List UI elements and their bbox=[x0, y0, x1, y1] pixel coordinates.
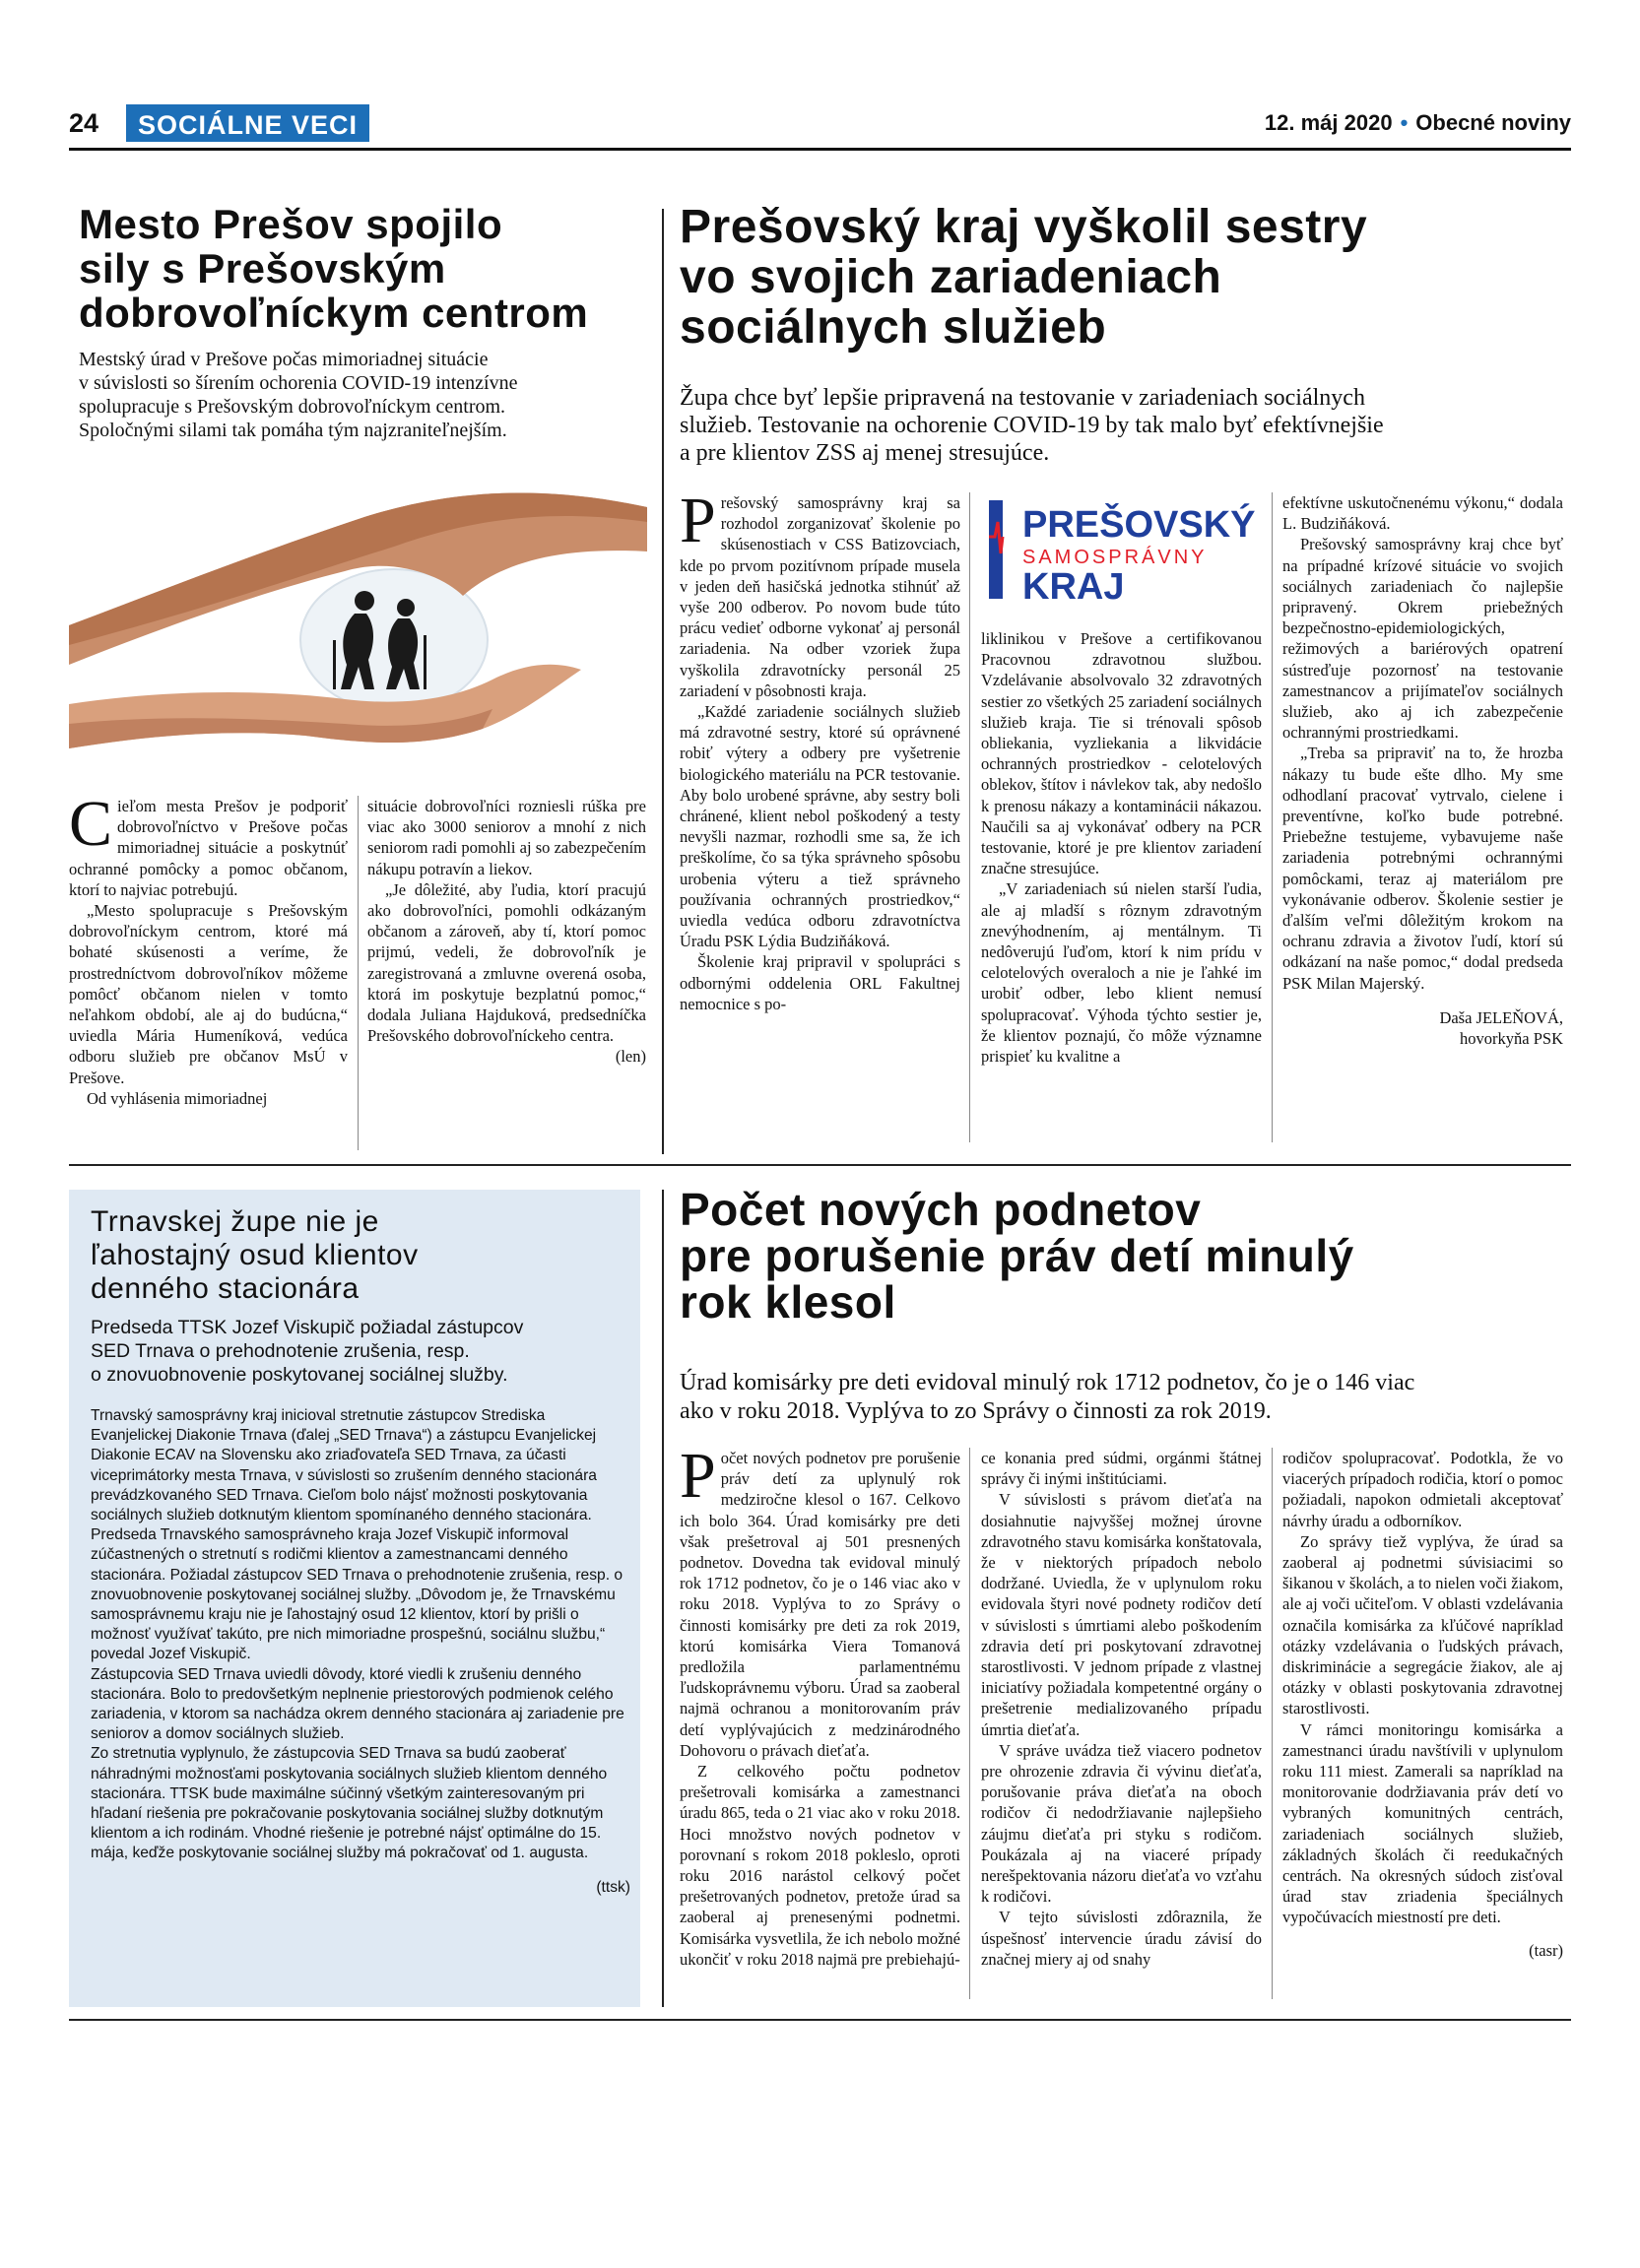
article-divider-top bbox=[662, 209, 664, 1154]
paragraph: ieľom mesta Prešov je podporiť dobrovoľníctvo v Prešove počas mimoriadnej situácie a poskytnúť ochranné pomôcky a pomoc občanom, ktorí to najviac potrebujú. bbox=[69, 797, 348, 899]
paragraph: „Mesto spolupracuje s Prešovským dobrovoľníckym centrom, ktoré má bohaté skúsenosti a veríme, že prostredníctvom dobrovoľníkov môžeme pomôcť občanom nielen v tomto neľahkom období, ale aj do budúcna,“ uviedla Mária Humeníková, vedúca odboru služieb pre občanov MsÚ v Prešove. bbox=[69, 901, 348, 1087]
article1-lead bbox=[79, 348, 650, 442]
paragraph: „Je dôležité, aby ľudia, ktorí pracujú ako dobrovoľníci, pomohli odkázaným občanom a zároveň, aby tí, ktorí pomoc prijmú, vedeli, že dobrovoľník je zaregistrovaná a zmluvne overená osoba, ktorá im poskytuje bezplatnú pomoc,“ dodala Juliana Hajduková, predsedníčka Prešovského dobrovoľníckeho centra. bbox=[367, 879, 646, 1046]
article4-lead-line: ako v roku 2018. Vyplýva to zo Správy o činnosti za rok 2019. bbox=[680, 1398, 1272, 1424]
paragraph: V rámci monitoringu komisárka a zamestnanci úradu navštívili v uplynulom roku 111 miest. Zamerali sa napríklad na monitorovanie dodržiavania práv detí vo vybraných komunitných centrách, zariadeniach sociálnych služieb, základných školách či reedukačných centrách. Na okresných súdoch zisťoval úrad stav zriadenia špeciálnych vypočúvacích miestností pre deti. bbox=[1282, 1719, 1563, 1927]
article2-signature-role: hovorkyňa PSK bbox=[1460, 1028, 1563, 1048]
article2-column-3 bbox=[1282, 492, 1563, 1049]
hands-protecting-seniors-photo bbox=[69, 478, 647, 778]
article3-title bbox=[91, 1205, 623, 1306]
paragraph: Školenie kraj pripravil v spolupráci s odbornými oddelenia ORL Fakultnej nemocnice s po- bbox=[680, 952, 960, 1013]
article4-lead bbox=[680, 1369, 1566, 1426]
section-divider bbox=[69, 1164, 1571, 1166]
dropcap: C bbox=[69, 788, 113, 860]
article4-column-3 bbox=[1282, 1448, 1563, 1961]
article1-lead-line: Mestský úrad v Prešove počas mimoriadnej situácie bbox=[79, 349, 489, 370]
article1-column-2 bbox=[367, 796, 646, 1067]
article1-title-line: Mesto Prešov spojilo bbox=[79, 201, 503, 247]
article4-title bbox=[680, 1184, 1566, 1328]
dropcap: P bbox=[680, 1440, 716, 1512]
article1-lead-line: Spoločnými silami tak pomáha tým najzraniteľnejším. bbox=[79, 420, 507, 441]
article2-title-line: sociálnych služieb bbox=[680, 301, 1107, 354]
article2-title-line: vo svojich zariadeniach bbox=[680, 251, 1222, 303]
article3-lead-line: Predseda TTSK Jozef Viskupič požiadal zástupcov bbox=[91, 1317, 524, 1338]
column-divider bbox=[1272, 492, 1273, 1142]
column-divider bbox=[1272, 1448, 1273, 1999]
paragraph: Zástupcovia SED Trnava uviedli dôvody, ktoré viedli k zrušeniu denného stacionára. Bolo to predovšetkým neplnenie priestorových podmienok celého zariadenia, v ktorom sa nachádza okrem denného stacionára aj zariadenie pre seniorov a domov sociálnych služieb. bbox=[91, 1665, 624, 1743]
article4-column-1 bbox=[680, 1440, 960, 1970]
article1-title bbox=[79, 202, 650, 335]
paragraph: V tejto súvislosti zdôraznila, že úspešnosť intervencie úradu závisí do značnej miery aj od snahy bbox=[981, 1908, 1262, 1969]
paragraph: Z celkového počtu podnetov prešetrovali komisárka a zamestnanci úradu 865, teda o 21 viac ako v roku 2018. Hoci množstvo nových podnetov v porovnaní s rokom 2018 pokleslo, oproti roku 2016 narástol celkový počet prešetrovaných podnetov, pretože úrad sa zaoberal aj prenesenými podnetmi. Komisárka vysvetlila, že ich nebolo možné ukončiť v roku 2018 najmä pre prebiehajú- bbox=[680, 1762, 960, 1969]
article2-lead bbox=[680, 384, 1566, 467]
column-divider bbox=[358, 796, 359, 1150]
issue-date: 12. máj 2020 bbox=[1264, 110, 1393, 135]
article2-lead-line: a pre klientov ZSS aj menej stresujúce. bbox=[680, 440, 1050, 466]
logo-line1: PREŠOVSKÝ bbox=[1022, 504, 1256, 546]
article4-title-line: Počet nových podnetov bbox=[680, 1184, 1202, 1235]
paragraph: očet nových podnetov pre porušenie práv detí za uplynulý rok medziročne klesol o 167. Celkovo ich bolo 364. Úrad komisárky pre deti však prešetroval aj 501 presnených podnetov. Dovedna tak evidoval minulý rok 1712 podnetov, čo je o 146 viac ako v roku 2018. Vyplýva to zo Správy o činnosti komisárky pre deti za rok 2019, ktorú komisárka Viera Tomanová predložila parlamentnému ľudskoprávnemu výboru. Úrad sa zaoberal najmä ochranou a monitorovaním práv detí vyplývajúcich z medzinárodného Dohovoru o právach dieťaťa. bbox=[680, 1449, 960, 1760]
article3-signature: (ttsk) bbox=[596, 1878, 630, 1896]
section-tag: SOCIÁLNE VECI bbox=[126, 104, 369, 142]
paragraph: rešovský samosprávny kraj sa rozhodol zorganizovať školenie po skúsenostiach v CSS Batizovciach, kde po prvom pozitívnom prípade musela v jeden deň hasičská jednotka stihnúť až vyše 200 odberov. Po novom bude túto prácu vedieť odborne vykonať aj personál zariadenia. Na odber vzoriek župa vyškolila zdravotnícky personál 25 zariadení v pôsobnosti kraja. bbox=[680, 493, 960, 700]
paragraph: efektívne uskutočnenému výkonu,“ dodala L. Budziňáková. bbox=[1282, 493, 1563, 534]
article4-lead-line: Úrad komisárky pre deti evidoval minulý rok 1712 podnetov, čo je o 146 viac bbox=[680, 1370, 1415, 1395]
article2-lead-line: Župa chce byť lepšie pripravená na testovanie v zariadeniach sociálnych bbox=[680, 385, 1365, 411]
paragraph: Trnavský samosprávny kraj inicioval stretnutie zástupcov Strediska Evanjelickej Diakonie Trnava (ďalej „SED Trnava“) a zástupcu Evanjelickej Diakonie ECAV na Slovensku ako zriaďovateľa SED Trnava, za účasti viceprimátorky mesta Trnava, v súvislosti so zrušením denného stacionára prevádzkovaného SED Trnava. Cieľom bolo nájsť možnosti poskytovania sociálnych služieb dotknutým klientom spomínaného denného stacionára. bbox=[91, 1407, 597, 1524]
dropcap: P bbox=[680, 485, 716, 556]
logo-line3: KRAJ bbox=[1022, 566, 1125, 606]
article3-lead bbox=[91, 1316, 627, 1387]
column-divider bbox=[969, 1448, 970, 1999]
psk-logo bbox=[983, 492, 1264, 606]
article2-column-1 bbox=[680, 485, 960, 1014]
paragraph: ce konania pred súdmi, orgánmi štátnej správy či inými inštitúciami. bbox=[981, 1449, 1262, 1489]
article3-title-line: Trnavskej župe nie je bbox=[91, 1205, 379, 1238]
paragraph: V správe uvádza tiež viacero podnetov pre ohrozenie zdravia či vývinu dieťaťa, porušovanie práva dieťaťa na oboch rodičov či nedodržiavanie najlepšieho záujmu dieťaťa pri styku s rodičom. Poukázala aj na viaceré prípady nerešpektovania názoru dieťaťa vo vzťahu k rodičovi. bbox=[981, 1740, 1262, 1907]
column-divider bbox=[969, 492, 970, 1142]
page-number: 24 bbox=[69, 108, 99, 138]
article4-title-line: pre porušenie práv detí minulý bbox=[680, 1230, 1354, 1281]
article2-title-line: Prešovský kraj vyškolil sestry bbox=[680, 201, 1368, 253]
article2-title bbox=[680, 202, 1566, 353]
trnava-article-box bbox=[69, 1190, 640, 2007]
article4-signature: (tasr) bbox=[1529, 1940, 1563, 1960]
paragraph: V súvislosti s právom dieťaťa na dosiahnutie najvyššej možnej úrovne zdravotného stavu komisárka konštatovala, že v niektorých prípadoch nebolo dodržané. Uviedla, že v uplynulom roku evidovala štyri nové podnety rodičov detí v súvislosti s úmrtiami alebo poškodením zdravia detí pri poskytovaní zdravotnej starostlivosti. V jednom prípade z vlastnej iniciatívy požiadala kompetentné orgány o prešetrenie medializovaného prípadu úmrtia dieťaťa. bbox=[981, 1490, 1263, 1739]
article2-signature-name: Daša JELEŇOVÁ, bbox=[1439, 1007, 1563, 1027]
paragraph: Zo správy tiež vyplýva, že úrad sa zaoberal aj podnetmi súvisiacimi so šikanou v školách, a to nielen voči žiakom, ale aj voči učiteľom. V oblasti vzdelávania označila komisárka za kľúčové napríklad otázky vzdelávania o ľudských právach, diskriminácie a segregácie žiakov, ale aj otázky v oblasti poskytovania zdravotnej starostlivosti. bbox=[1282, 1531, 1563, 1718]
article1-lead-line: spolupracuje s Prešovským dobrovoľníckym centrom. bbox=[79, 396, 506, 418]
paragraph: „Každé zariadenie sociálnych služieb má zdravotné sestry, ktoré sú oprávnené robiť výtery a odbery pre vyšetrenie biologického materiálu na PCR testovanie. Aby bolo urobené správne, aby sestry boli chránené, klient nebol poškodený a testy nevyšli nazmar, rozhodli sme sa, že ich preškolíme, čo sa týka správneho spôsobu urobenia výteru a tiež správneho používania ochranných prostriedkov,“ uviedla vedúca odboru zdravotníctva Úradu PSK Lýdia Budziňáková. bbox=[680, 702, 960, 951]
paragraph: Od vyhlásenia mimoriadnej bbox=[87, 1088, 268, 1108]
article2-column-2 bbox=[981, 628, 1262, 1067]
article3-title-line: denného stacionára bbox=[91, 1272, 360, 1305]
paragraph: rodičov spolupracovať. Podotkla, že vo viacerých prípadoch rodičia, ktorí o pomoc požiadali, napokon odmietali akceptovať návrhy úradu a odborníkov. bbox=[1282, 1449, 1563, 1530]
article2-lead-line: služieb. Testovanie na ochorenie COVID-19 by tak malo byť efektívnejšie bbox=[680, 413, 1384, 438]
paragraph: situácie dobrovoľníci rozniesli rúška pre viac ako 3000 seniorov a mnohí z nich seniorom radi pomohli aj so zabezpečením nákupu potravín a liekov. bbox=[367, 797, 646, 878]
paragraph: Zo stretnutia vyplynulo, že zástupcovia SED Trnava sa budú zaoberať náhradnými možnosťami poskytovania sociálnych služieb klientom denného stacionára. TTSK bude maximálne súčinný všetkým zainteresovaným pri hľadaní riešenia pre pokračovanie poskytovania sociálnej služby dotknutým klientom a ich rodinám. Vhodné riešenie je potrebné nájsť optimálne do 15. mája, keďže poskytovanie sociálnej služby má pokračovať od 1. augusta. bbox=[91, 1745, 608, 1862]
logo-line2: SAMOSPRÁVNY bbox=[1022, 547, 1208, 568]
article3-title-line: ľahostajný osud klientov bbox=[91, 1239, 419, 1271]
article1-title-line: sily s Prešovským bbox=[79, 245, 446, 292]
paragraph: „V zariadeniach sú nielen starší ľudia, ale aj mladší s rôznym zdravotným znevýhodnením, aj mentálnym. Ti nedôverujú ľuďom, ktorí k nim prídu v celotelových overaloch a nie je ľahké im urobiť odber, lebo klient nemusí spolupracovať. Výhoda týchto sestier je, že klientov poznajú, čo môže významne prispieť ku kvalitne a bbox=[981, 879, 1262, 1067]
publication-name: Obecné noviny bbox=[1415, 110, 1571, 135]
issue-info bbox=[1265, 108, 1571, 138]
footer-rule bbox=[69, 2019, 1571, 2021]
article1-column-1 bbox=[69, 788, 348, 1109]
header-rule bbox=[69, 148, 1571, 151]
article4-column-2 bbox=[981, 1448, 1262, 1970]
article3-lead-line: o znovuobnovenie poskytovanej sociálnej služby. bbox=[91, 1364, 508, 1386]
article3-lead-line: SED Trnava o prehodnotenie zrušenia, resp. bbox=[91, 1340, 470, 1362]
article3-body bbox=[91, 1406, 630, 1898]
paragraph: Predseda Trnavského samosprávneho kraja Jozef Viskupič informoval zúčastnených o stretnutí s rodičmi klientov a zamestnancami denného stacionára. Požiadal zástupcov SED Trnava o prehodnotenie zrušenia, resp. o znovuobnovenie poskytovanej sociálnej služby. „Dôvodom je, že Trnavskému samosprávnemu kraju nie je ľahostajný osud 12 klientov, ktorí by prišli o možnosť využívať takúto, pre nich mimoriadne prospešnú, sociálnu službu,“ povedal Jozef Viskupič. bbox=[91, 1526, 623, 1663]
article4-title-line: rok klesol bbox=[680, 1276, 896, 1328]
paragraph: „Treba sa pripraviť na to, že hrozba nákazy tu bude ešte dlho. My sme odhodlaní pracovať vytrvalo, cielene i preventívne, koľko bude potrebné. Priebežne testujeme, vybavujeme naše zariadenia potrebnými ochrannými pomôckami, teraz aj materiálom pre vykonávanie odberov. Školenie sestier je ďalším veľmi dôležitým krokom na ochranu zdravia a životov ľudí, ktorí sú odkázaní na naše pomoc,“ dodal predseda PSK Milan Majerský. bbox=[1282, 744, 1563, 993]
separator-dot: • bbox=[1400, 110, 1409, 135]
paragraph: Prešovský samosprávny kraj chce byť na prípadné krízové situácie vo svojich sociálnych zariadeniach čo najlepšie pripravený. Okrem priebežných bezpečnostno-epidemiologických, režimových a bariérových opatrení sústreďuje pozornosť na testovanie zamestnancov a prijímateľov sociálnych služieb, ako aj ich zabezpečenie ochrannými prostriedkami. bbox=[1282, 535, 1563, 743]
article1-title-line: dobrovoľníckym centrom bbox=[79, 290, 589, 336]
article1-lead-line: v súvislosti so šírením ochorenia COVID-19 intenzívne bbox=[79, 372, 518, 394]
article1-signature: (len) bbox=[615, 1047, 646, 1067]
article-divider-bottom bbox=[662, 1190, 664, 2007]
paragraph: liklinikou v Prešove a certifikovanou Pracovnou zdravotnou službou. Vzdelávanie absolvovalo 32 zdravotných sestier zo všetkých 25 zariadení sociálnych služieb kraja. Tie si trénovali spôsob obliekania, vyzliekania a likvidácie ochranných prostriedkov - celotelových oblekov, štítov i návlekov tak, aby nedošlo k prenosu nákazy a kontaminácii nákazou. Naučili sa aj vykonávať odbery na PCR testovanie, ktoré je pre klientov zariadení značne stresujúce. bbox=[981, 629, 1262, 878]
